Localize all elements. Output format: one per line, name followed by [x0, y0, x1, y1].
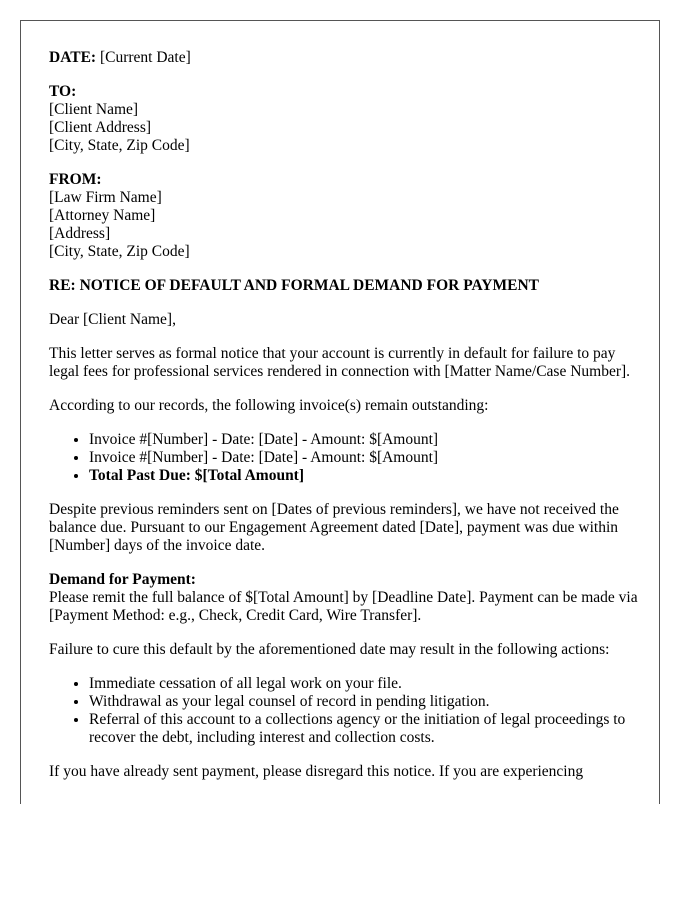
letter-body — [49, 49, 639, 797]
letter-page — [20, 20, 660, 804]
subject-line: RE: NOTICE OF DEFAULT AND FORMAL DEMAND FOR PAYMENT — [49, 277, 539, 294]
demand-text: Please remit the full balance of $[Total Amount] by [Deadline Date]. Payment can be made via [Payment Method: e.g., Check, Credit Card, Wire Transfer]. — [49, 589, 638, 624]
invoice-list — [49, 431, 639, 485]
action-item: • Immediate cessation of all legal work on your file. — [89, 675, 639, 693]
action-item: • Withdrawal as your legal counsel of record in pending litigation. — [89, 693, 639, 711]
from-address: [Address] — [49, 225, 111, 242]
date-value: [Current Date] — [99, 49, 191, 66]
to-block — [49, 83, 639, 155]
total-past-due: • Total Past Due: $[Total Amount] — [89, 467, 639, 485]
demand-section — [49, 571, 639, 625]
demand-heading: Demand for Payment: — [49, 571, 196, 588]
actions-list — [49, 675, 639, 747]
from-block — [49, 171, 639, 261]
to-city-state-zip: [City, State, Zip Code] — [49, 137, 190, 154]
reminders-paragraph: Despite previous reminders sent on [Dates of previous reminders], we have not received the balance due. Pursuant to our Engagement Agreement dated [Date], payment was due within [Number] days of the invoice date. — [49, 501, 619, 554]
closing-paragraph: If you have already sent payment, please disregard this notice. If you are experiencing — [49, 763, 584, 780]
from-city-state-zip: [City, State, Zip Code] — [49, 243, 190, 260]
intro-paragraph: This letter serves as formal notice that your account is currently in default for failure to pay legal fees for professional services rendered in connection with [Matter Name/Case Number]. — [49, 345, 631, 380]
from-label: FROM: — [49, 171, 102, 188]
from-law-firm: [Law Firm Name] — [49, 189, 162, 206]
failure-paragraph: Failure to cure this default by the aforementioned date may result in the following actions: — [49, 641, 610, 658]
action-item: • Referral of this account to a collections agency or the initiation of legal proceedings to recover the debt, including interest and collection costs. — [89, 711, 639, 747]
date-line — [49, 49, 639, 67]
date-label: DATE: — [49, 49, 97, 66]
from-attorney: [Attorney Name] — [49, 207, 156, 224]
records-paragraph: According to our records, the following invoice(s) remain outstanding: — [49, 397, 489, 414]
to-label: TO: — [49, 83, 77, 100]
to-client-name: [Client Name] — [49, 101, 139, 118]
to-client-address: [Client Address] — [49, 119, 152, 136]
invoice-item: • Invoice #[Number] - Date: [Date] - Amount: $[Amount] — [89, 431, 639, 449]
invoice-item: • Invoice #[Number] - Date: [Date] - Amount: $[Amount] — [89, 449, 639, 467]
salutation: Dear [Client Name], — [49, 311, 176, 328]
